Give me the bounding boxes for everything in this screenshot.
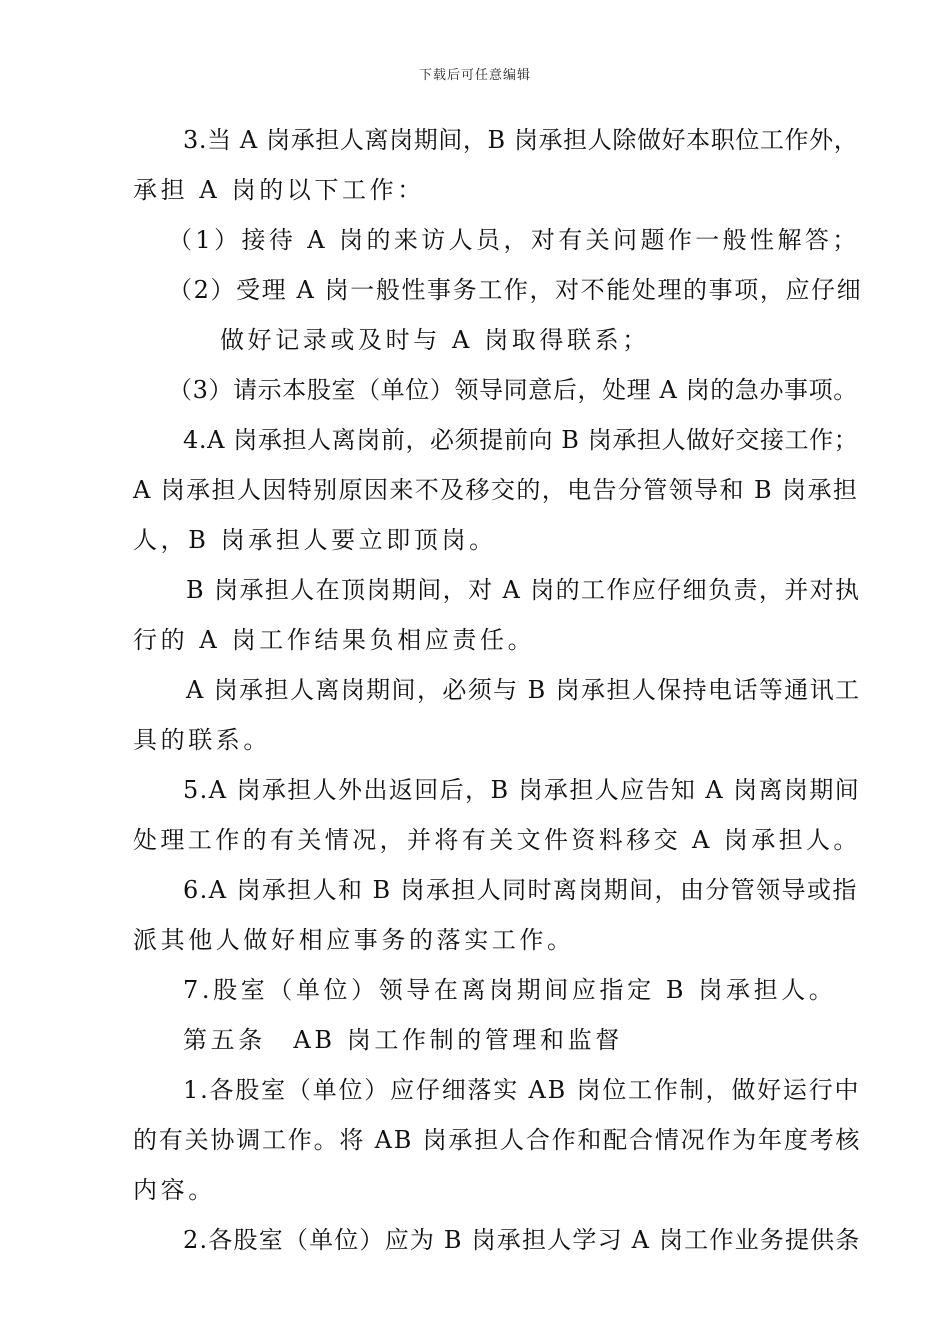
section-heading: 第五条 AB 岗工作制的管理和监督: [183, 1026, 623, 1054]
paragraph-line: （1）接待 A 岗的来访人员，对有关问题作一般性解答；: [168, 226, 860, 254]
paragraph-line: 处理工作的有关情况，并将有关文件资料移交 A 岗承担人。: [133, 826, 861, 854]
paragraph-line: （2）受理 A 岗一般性事务工作，对不能处理的事项，应仔细: [168, 276, 863, 304]
paragraph-line: 2.各股室（单位）应为 B 岗承担人学习 A 岗工作业务提供条: [183, 1226, 861, 1254]
paragraph-line: A 岗承担人离岗期间，必须与 B 岗承担人保持电话等通讯工: [186, 676, 861, 704]
paragraph-line: B 岗承担人在顶岗期间，对 A 岗的工作应仔细负责，并对执: [186, 576, 861, 604]
paragraph-line: 承担 A 岗的以下工作：: [133, 176, 425, 204]
paragraph-line: 人，B 岗承担人要立即顶岗。: [133, 526, 497, 554]
paragraph-line: 6.A 岗承担人和 B 岗承担人同时离岗期间，由分管领导或指: [183, 876, 858, 904]
paragraph-line: （3）请示本股室（单位）领导同意后，处理 A 岗的急办事项。: [168, 376, 858, 404]
paragraph-line: 具的联系。: [133, 726, 271, 754]
paragraph-line: 7.股室（单位）领导在离岗期间应指定 B 岗承担人。: [183, 976, 837, 1004]
paragraph-line: 3.当 A 岗承担人离岗期间，B 岗承担人除做好本职位工作外，: [183, 126, 859, 154]
paragraph-line: 行的 A 岗工作结果负相应责任。: [133, 626, 536, 654]
paragraph-line: 5.A 岗承担人外出返回后，B 岗承担人应告知 A 岗离岗期间: [183, 776, 861, 804]
paragraph-line: 做好记录或及时与 A 岗取得联系；: [220, 326, 650, 354]
paragraph-line: A 岗承担人因特别原因来不及移交的，电告分管领导和 B 岗承担: [133, 476, 859, 504]
paragraph-line: 内容。: [133, 1176, 216, 1204]
page-header: 下载后可任意编辑: [418, 68, 531, 83]
paragraph-line: 派其他人做好相应事务的落实工作。: [133, 926, 575, 954]
paragraph-line: 的有关协调工作。将 AB 岗承担人合作和配合情况作为年度考核: [133, 1126, 862, 1154]
paragraph-line: 1.各股室（单位）应仔细落实 AB 岗位工作制，做好运行中: [183, 1076, 861, 1104]
paragraph-line: 4.A 岗承担人离岗前，必须提前向 B 岗承担人做好交接工作；: [183, 426, 859, 454]
